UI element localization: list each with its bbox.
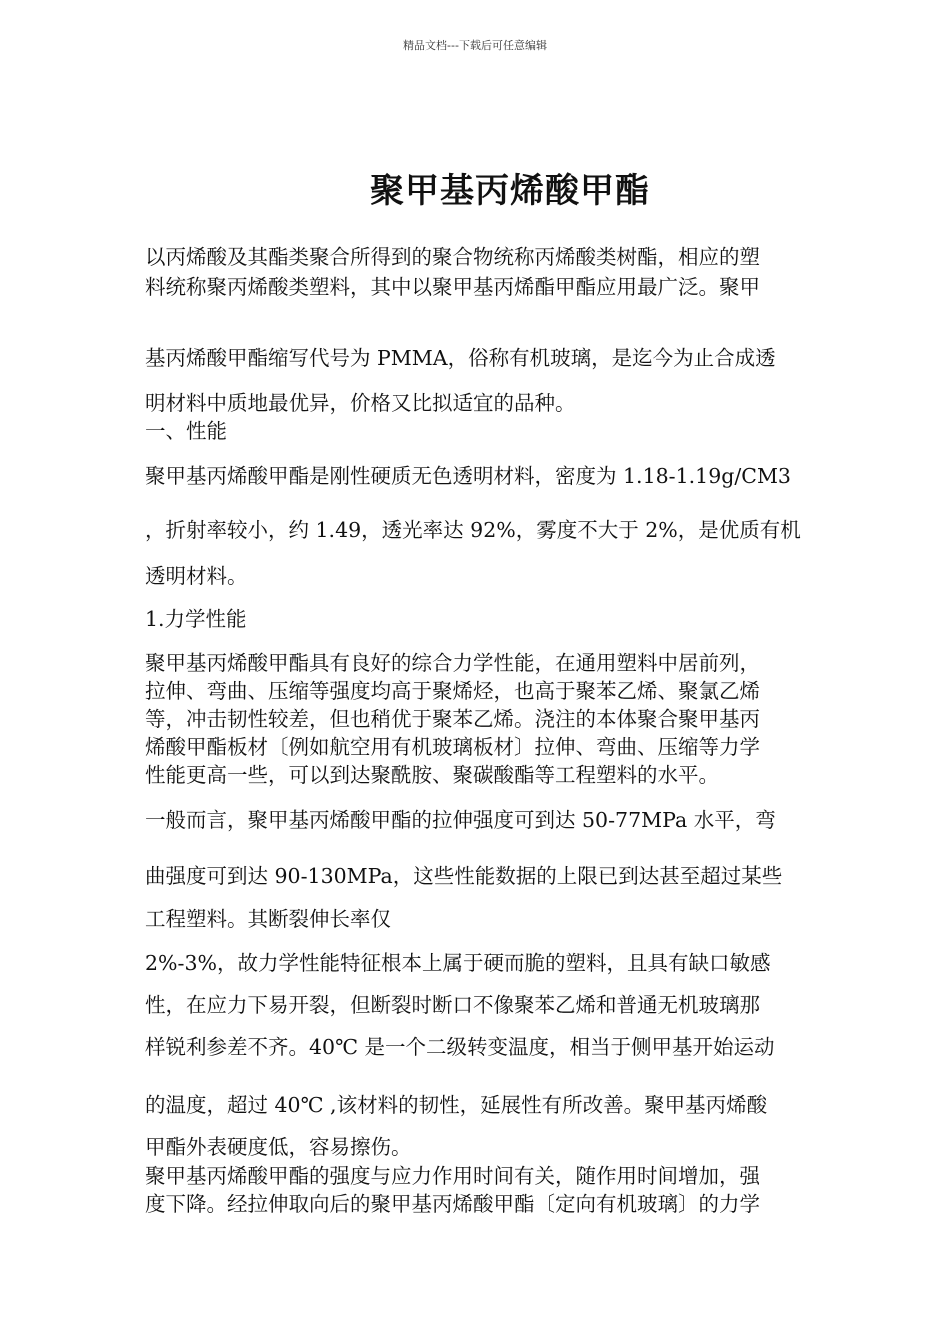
body-line: 一般而言，聚甲基丙烯酸甲酯的拉伸强度可到达 50-77MPa 水平，弯 xyxy=(145,808,776,832)
body-line: 聚甲基丙烯酸甲酯具有良好的综合力学性能，在通用塑料中居前列， xyxy=(145,651,760,675)
body-line: 等，冲击韧性较差，但也稍优于聚苯乙烯。浇注的本体聚合聚甲基丙 xyxy=(145,707,760,731)
page-header: 精品文档---下载后可任意编辑 xyxy=(403,39,547,52)
document-title: 聚甲基丙烯酸甲酯 xyxy=(370,171,650,211)
body-line: 明材料中质地最优异，价格又比拟适宜的品种。 xyxy=(145,391,576,415)
body-line: 基丙烯酸甲酯缩写代号为 PMMA，俗称有机玻璃，是迄今为止合成透 xyxy=(145,346,776,370)
body-line: 透明材料。 xyxy=(145,564,248,588)
body-line: ，折射率较小，约 1.49，透光率达 92%，雾度不大于 2%，是优质有机 xyxy=(145,518,801,542)
body-line: 曲强度可到达 90-130MPa，这些性能数据的上限已到达甚至超过某些 xyxy=(145,864,783,888)
body-line: 工程塑料。其断裂伸长率仅 xyxy=(145,907,391,931)
body-line: 度下降。经拉伸取向后的聚甲基丙烯酸甲酯〔定向有机玻璃〕的力学 xyxy=(145,1192,760,1216)
body-line: 2%-3%，故力学性能特征根本上属于硬而脆的塑料，且具有缺口敏感 xyxy=(145,951,771,975)
body-line: 以丙烯酸及其酯类聚合所得到的聚合物统称丙烯酸类树酯，相应的塑 xyxy=(145,245,760,269)
body-line: 拉伸、弯曲、压缩等强度均高于聚烯烃，也高于聚苯乙烯、聚氯乙烯 xyxy=(145,679,760,703)
subsection-heading: 1.力学性能 xyxy=(145,607,247,631)
body-line: 性，在应力下易开裂，但断裂时断口不像聚苯乙烯和普通无机玻璃那 xyxy=(145,993,760,1017)
body-line: 烯酸甲酯板材〔例如航空用有机玻璃板材〕拉伸、弯曲、压缩等力学 xyxy=(145,735,760,759)
body-line: 聚甲基丙烯酸甲酯的强度与应力作用时间有关，随作用时间增加，强 xyxy=(145,1164,760,1188)
body-line: 甲酯外表硬度低，容易擦伤。 xyxy=(145,1135,412,1159)
body-line: 料统称聚丙烯酸类塑料，其中以聚甲基丙烯酯甲酯应用最广泛。聚甲 xyxy=(145,275,760,299)
body-line: 的温度，超过 40℃ ,该材料的韧性，延展性有所改善。聚甲基丙烯酸 xyxy=(145,1093,768,1117)
body-line: 聚甲基丙烯酸甲酯是刚性硬质无色透明材料，密度为 1.18-1.19g/CM3 xyxy=(145,464,791,488)
section-heading: 一、性能 xyxy=(145,419,227,443)
body-line: 性能更高一些，可以到达聚酰胺、聚碳酸酯等工程塑料的水平。 xyxy=(145,763,719,787)
body-line: 样锐利参差不齐。40℃ 是一个二级转变温度，相当于侧甲基开始运动 xyxy=(145,1035,775,1059)
